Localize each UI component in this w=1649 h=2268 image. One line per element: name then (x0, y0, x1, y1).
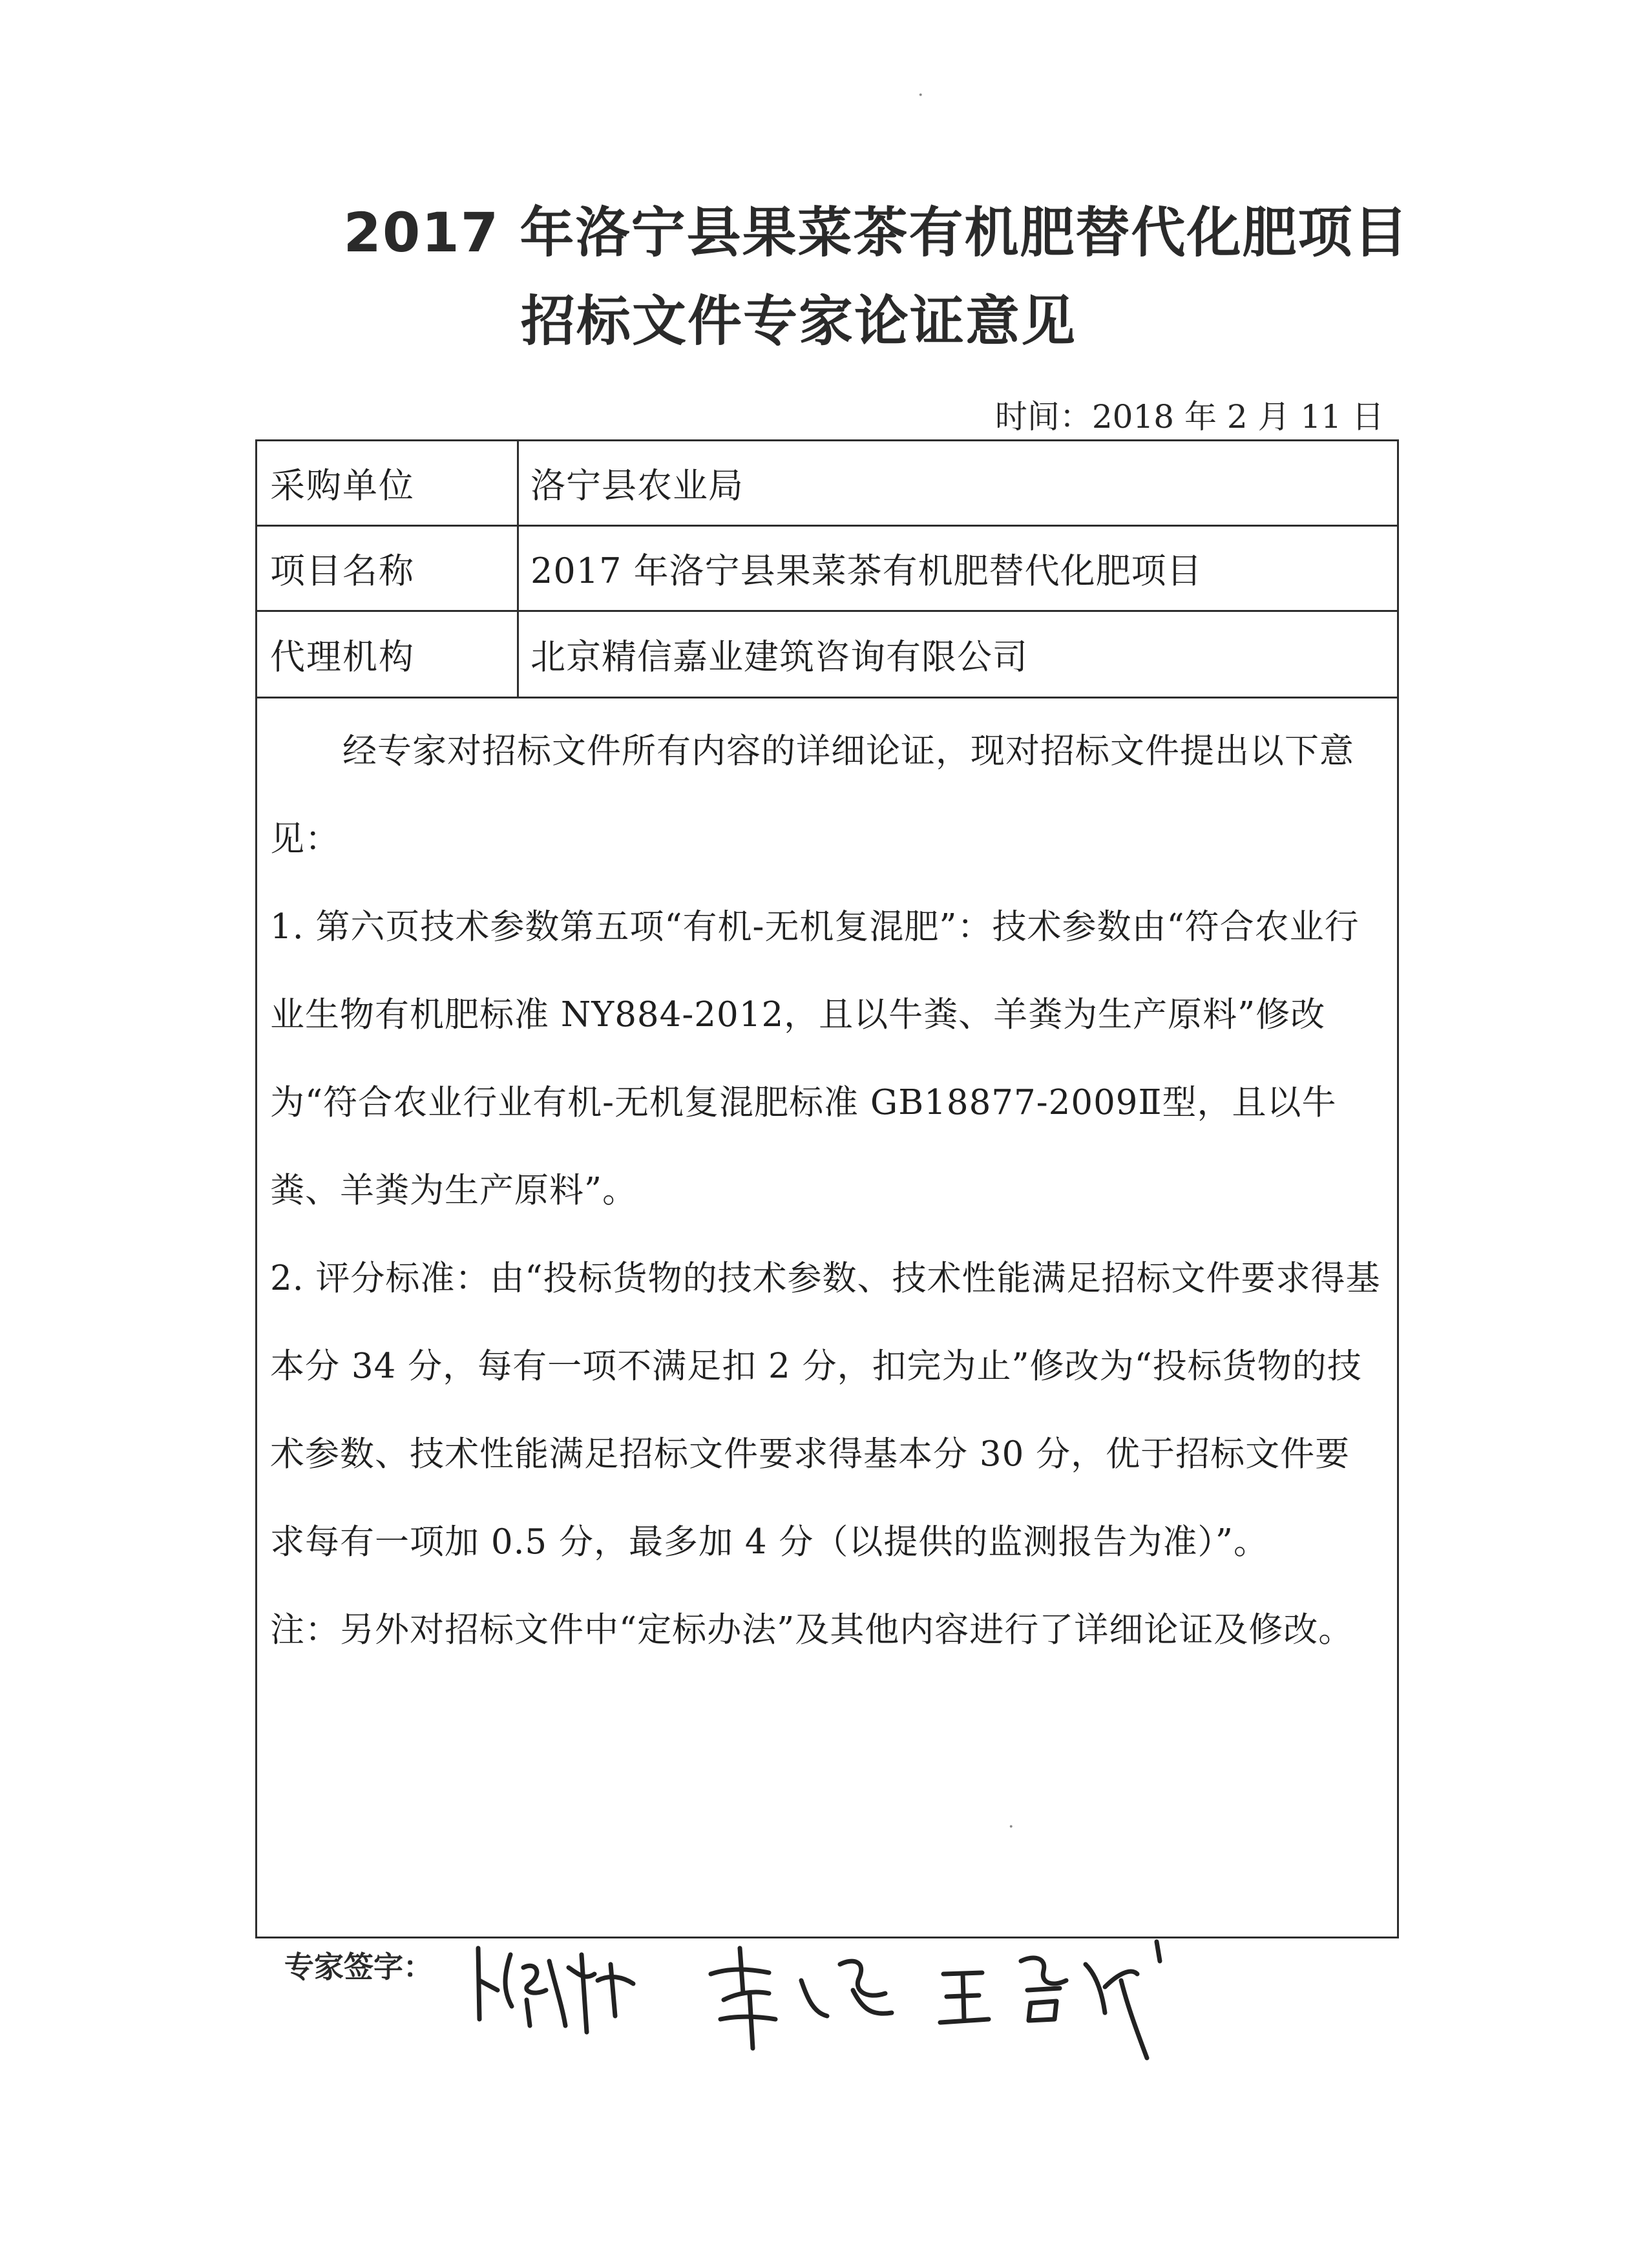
handwritten-signatures (465, 1929, 1189, 2064)
date-line: 时间：2018 年 2 月 11 日 (994, 398, 1384, 436)
row-label: 项目名称 (257, 527, 519, 610)
row-value: 2017 年洛宁县果菜茶有机肥替代化肥项目 (530, 551, 1203, 591)
opinion-note: 注：另外对招标文件中“定标办法”及其他内容进行了详细论证及修改。 (270, 1610, 1354, 1650)
table-row-purchaser (257, 441, 1397, 527)
signature-label: 专家签字： (284, 1949, 433, 1984)
row-label: 采购单位 (257, 441, 519, 525)
row-label: 代理机构 (257, 612, 519, 697)
opinion-intro: 经专家对招标文件所有内容的详细论证，现对招标文件提出以下意见： (270, 731, 1354, 859)
signature-3 (940, 1942, 1160, 2058)
table-row-project-name (257, 527, 1397, 612)
signature-2 (711, 1948, 892, 2048)
table-row-agency (257, 612, 1397, 698)
signature-1 (478, 1948, 633, 2032)
opinion-item-1: 1. 第六页技术参数第五项“有机-无机复混肥”：技术参数由“符合农业行业生物有机肥标准 NY884-2012，且以牛粪、羊粪为生产原料”修改为“符合农业行业有机-无机复混肥标准 GB18877-2009Ⅱ型，且以牛粪、羊粪为生产原料”。 (270, 907, 1360, 1210)
info-table (255, 439, 1399, 1938)
expert-opinion (270, 708, 1384, 1674)
scan-speck: · (918, 84, 924, 107)
opinion-item-2: 2. 评分标准：由“投标货物的技术参数、技术性能满足招标文件要求得基本分 34 分，每有一项不满足扣 2 分，扣完为止”修改为“投标货物的技术参数、技术性能满足招标文件要求得基本分 30 分，优于招标文件要求每有一项加 0.5 分，最多加 4 分（以提供的监测报告为准）”。 (270, 1259, 1381, 1562)
document-title-line1: 2017 年洛宁县果菜茶有机肥替代化肥项目 (343, 201, 1409, 264)
row-value: 洛宁县农业局 (530, 465, 744, 506)
document-title-line2: 招标文件专家论证意见 (520, 289, 1077, 353)
row-value: 北京精信嘉业建筑咨询有限公司 (530, 636, 1028, 677)
scan-speck: · (1008, 1816, 1014, 1838)
